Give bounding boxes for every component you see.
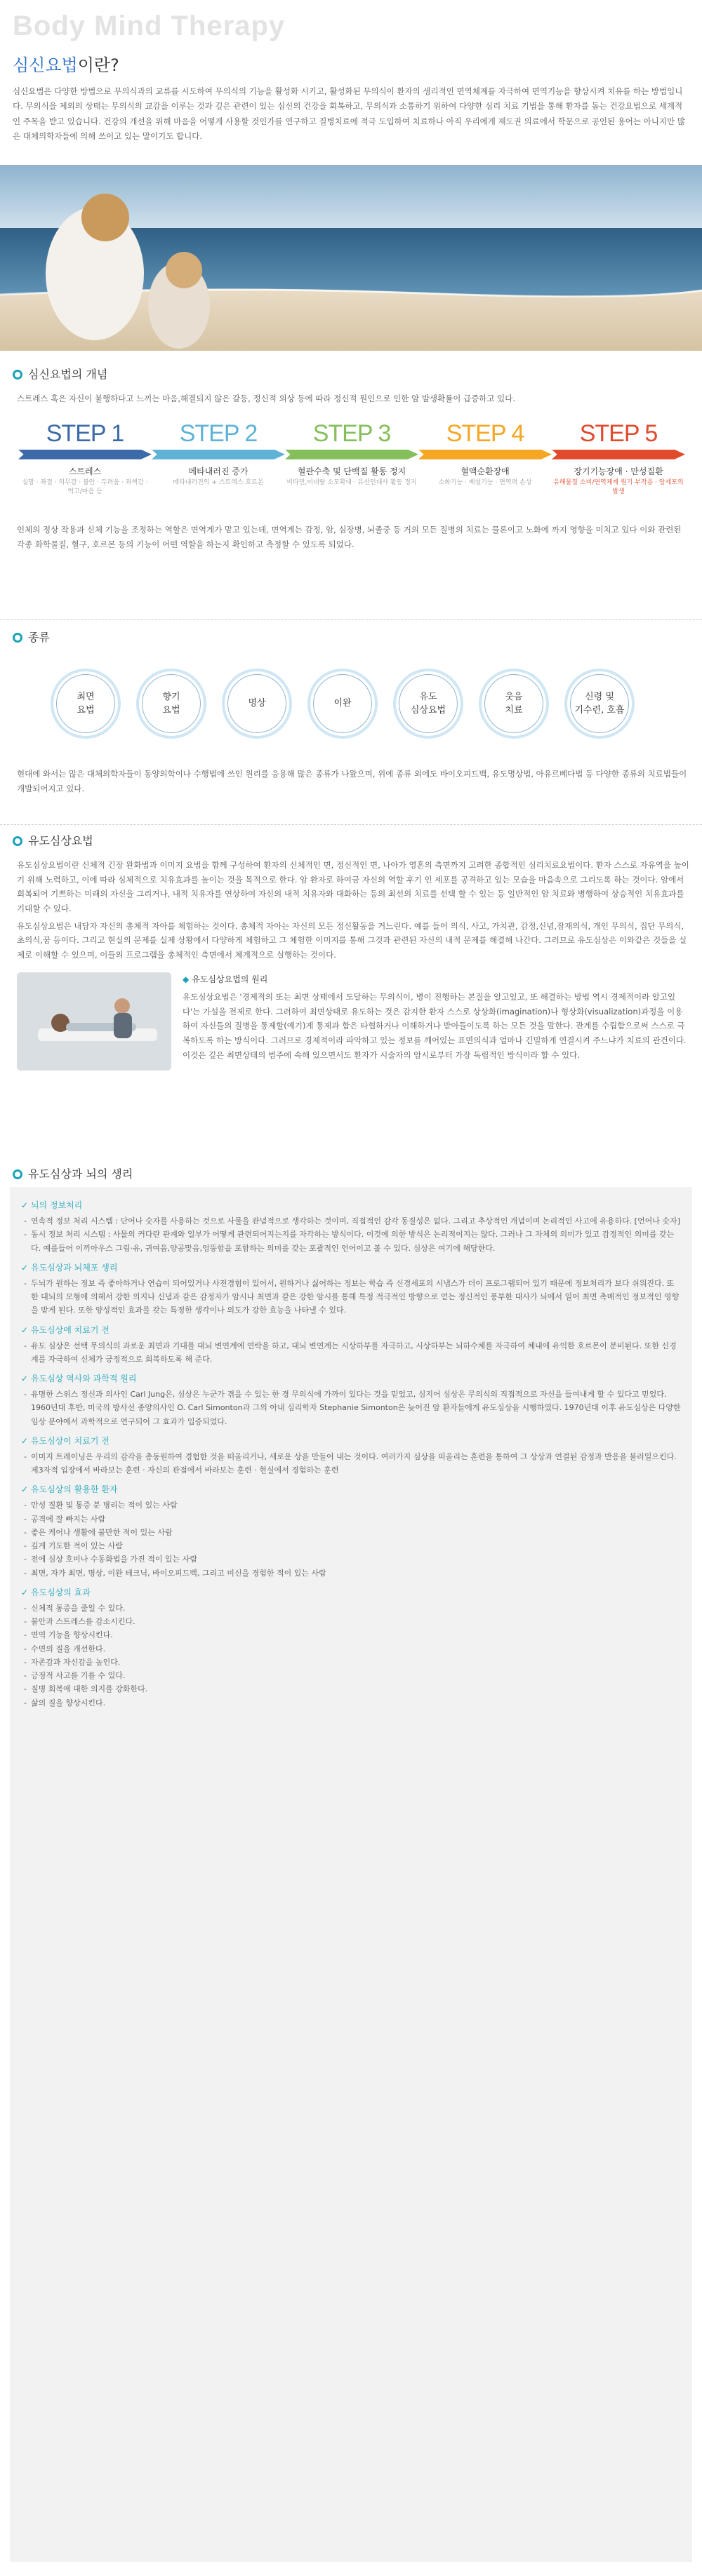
principle-text: 유도심상요법은 '경제적의 또는 최면 상태에서 도달하는 무의식이, 병이 진행하는 본질을 알고있고, 또 해결하는 방법 역시 경제적이라 알고있다'는 가설을 전제로 한다. 그러하여 최면상태로 유도하는 것은 감지한 환자 스스로 상상화(imagination)나 형상화(visualization)과정을 이용하여 자신들의 질병을 통제할(예기)게 통제과 함은 타협하거나 이해하거나 받아들이도록 하는 모든 것을 말한다. 관계를 수립함으로써 스스로 극복하도록 하는 방식이다. 그러므로 경제적이라 파악하고 있는 정보를 깨어있는 표면의식과 얼마나 긴밀하게 연결시켜 주느냐가 치료의 관건이다. 이것은 깊은 최면상태의 범주에 속해 있으면서도 환자가 시술자의 암시로부터 가장 독립적인 방식이라 할 수 있다. [183, 991, 687, 1060]
principle-title: 유도심상요법의 원리 [192, 974, 268, 984]
physio-title: 유도심상과 뇌의 생리 [28, 1167, 133, 1181]
physio-item-heading: ✓ 유도심상 역사와 과학적 원리 [21, 1371, 681, 1386]
guided-paragraph-2: 유도심상요법은 내담자 자신의 총체적 자아를 체험하는 것이다. 총체적 자아는 자신의 모든 정신활동을 거느린다. 예를 들어 의식, 사고, 가치관, 감정,신념,잠재의식, 개인 무의식, 집단 무의식, 초의식,꿈 등이다. 그리고 현실의 문제를 실제 상황에서 다양하게 체험하고 그 체험한 이미지를 통해 그것과 관련된 자신의 내적 문제를 해결해 나간다. 그러므로 유도심상은 이와같은 것들을 실제로 이해할 수 있으며, 이들의 프로그램을 총체적인 측면에서 체계적으로 실행하는 것이다. [17, 920, 687, 960]
physio-item-heading: ✓ 유도심상에 치료기 전 [21, 1323, 681, 1338]
bullet-line: - 좋은 케어나 생활에 불만한 적이 있는 사람 [21, 1526, 681, 1539]
step-arrow-bar [18, 450, 152, 459]
bullet-line: - 연속적 정보 처리 시스템 : 단어나 숫자를 사용하는 것으로 사물을 관념적으로 생각하는 것이며, 직접적인 감각 동질성은 없다. 그리고 추상적인 개념이며 논리적인 사고에 유용하다. [언어나 숫자] [21, 1214, 681, 1228]
bullet-ring-icon [13, 1169, 22, 1179]
page-title [13, 51, 119, 80]
bullet-line: - 유도 심상은 선택 무의식의 과로운 최면과 기대를 대뇌 변연계에 연락을 하고, 대뇌 변연계는 시상하부를 자극하고, 시상하부는 뇌하수체를 자극하여 체내에 유익한 호르몬이 분비된다. 또한 신경계를 자극하여 신체가 긍정적으로 회복하도록 해 준다. [21, 1339, 681, 1367]
concept-lead: 스트레스 혹은 자신이 불행하다고 느끼는 마음,해결되지 않은 갈등, 정신적 외상 등에 따라 정신적 원인으로 인한 암 발생확률이 급증하고 있다. [17, 394, 515, 403]
step-label: STEP 5 [579, 420, 658, 447]
therapy-type-circle [307, 669, 378, 739]
step-name: 스트레스 [68, 466, 102, 476]
hero-title: Body Mind Therapy [13, 11, 286, 41]
bullet-line: - 질병 회복에 대한 의지를 강화한다. [21, 1682, 681, 1696]
divider [0, 619, 702, 620]
bullet-line: - 수면의 질을 개선한다. [21, 1642, 681, 1656]
step-3 [285, 422, 418, 497]
types-outro: 현대에 와서는 많은 대체의학자들이 동양의학이나 수행법에 쓰인 원리를 응용해 많은 종류가 나왔으며, 위에 종류 외에도 바이오피드백, 유도명상법, 아유르베다법 등 다양한 종류의 치료법들이 개발되어지고 있다. [17, 769, 687, 793]
guided-section [0, 831, 702, 1071]
therapy-type-circle [479, 669, 549, 739]
step-4 [418, 422, 552, 497]
bullet-line: - 두뇌가 원하는 정보 즉 좋아하거나 연습이 되어있거나 사전경험이 있어서, 원하거나 싫어하는 정보는 학습 즉 신경세포의 시냅스가 더이 프로그램되어 있기 때문에 정보처리가 보다 쉬워진다. 또한 대뇌의 모형에 의해서 강한 의지나 신념과 같은 감정자가 암시나 최면과 같은 강한 암시를 통해 특정 적극적인 방향으로 얻는 정신적인 풍부한 대사가 뇌에서 일어 최면 촉매적인 정보적인 영향을 받게 된다. 또한 양성적인 효과를 갖는 특정한 생각이나 의도가 강한 효능을 나타낼 수 있다. [21, 1277, 681, 1317]
bullet-line: - 최면, 자가 최면, 명상, 이완 테크닉, 바이오피드백, 그리고 미신을 경험한 적이 있는 사람 [21, 1567, 681, 1580]
physio-item-body [21, 1214, 681, 1255]
therapy-type-circles [51, 669, 702, 739]
therapy-illustration [17, 972, 171, 1071]
physio-item-heading: ✓ 유도심상의 효과 [21, 1585, 681, 1600]
therapy-type-label: 향기 요법 [162, 691, 180, 716]
step-name: 메타내러진 증가 [188, 466, 249, 476]
bullet-line: - 삶의 질을 향상시킨다. [21, 1696, 681, 1710]
bullet-line: - 면역 기능을 향상시킨다. [21, 1628, 681, 1642]
principle-box [17, 972, 689, 1071]
bullet-line: - 전에 심상 호미나 수동화법을 가진 적이 있는 사람 [21, 1552, 681, 1566]
bullet-line: - 깊게 기도한 적이 있는 사람 [21, 1539, 681, 1552]
bullet-line: - 이미지 트레이닝은 우리의 감각을 총동원하여 경험한 것을 떠올리거나, 새로운 상을 만들어 내는 것이다. 여러가지 심상을 떠올리는 훈련을 통하여 그 상상과 연결된 감정과 반응을 불러일으킨다. 제3자적 입장에서 바라보는 훈련 · 자신의 관점에서 바라보는 훈련 · 현실에서 경험하는 훈련 [21, 1450, 681, 1477]
step-name: 장기기능장애 · 만성질환 [574, 466, 663, 476]
step-arrow-bar [552, 450, 685, 459]
step-label: STEP 3 [312, 420, 391, 447]
bullet-line: - 신체적 통증을 줄일 수 있다. [21, 1602, 681, 1615]
step-arrow-bar [285, 450, 418, 459]
physio-item-body [21, 1450, 681, 1477]
therapy-type-circle [136, 669, 206, 739]
therapy-type-label: 이완 [333, 698, 352, 709]
step-label: STEP 2 [179, 420, 258, 447]
principle-heading [183, 972, 689, 987]
step-arrow-bar [152, 450, 285, 459]
bullet-line: - 유명한 스위스 정신과 의사인 Carl Jung은, 심상은 누군가 겪을 수 있는 한 경 무의식에 가까이 있다는 것을 믿었고, 심지어 심상은 무의식의 직접적으로 자신을 들여내게 할 수 있다고 믿었다. 1960년대 후반, 미국의 방사선 종양의사인 O. Carl Simonton과 그의 아내 심리학자 Stephanie Simonton은 늦어진 암 환자들에게 유도심상을 시행하였다. 1970년대 이후 유도심상은 다양한 임상 분야에서 과학적으로 연구되어 그 효과가 입증되었다. [21, 1388, 681, 1428]
therapy-type-circle [222, 669, 292, 739]
step-desc: 비타민,미네랄 소모확대 · 유산인대사 활동 정지 [286, 479, 417, 487]
divider [0, 824, 702, 825]
principle-text-block [183, 972, 689, 1071]
guided-heading [13, 831, 702, 851]
bullet-line: - 공격에 잘 빠지는 사람 [21, 1512, 681, 1526]
physio-heading [13, 1165, 702, 1184]
step-name: 혈액순환장애 [461, 466, 510, 476]
therapy-type-label: 웃음 치료 [505, 691, 523, 716]
bullet-ring-icon [13, 836, 22, 846]
step-desc: 소화기능 · 배설기능 · 면역력 손상 [438, 479, 532, 487]
intro-text: 심신요법은 다양한 방법으로 무의식과의 교류를 시도하여 무의식의 기능을 활성화 시키고, 활성화된 무의식이 환자의 생리적인 면역체계를 자극하여 면역기능을 향상시켜 치유를 하는 방법입니다. 무의식을 제외의 상태는 무의식의 교감을 이루는 것과 깊은 관련이 있는 심신의 건강을 회복하고, 무의식과 소통하기 위하여 다양한 심리 치료 기법을 통해 환자를 돕는 건강요법으로 세계적인 주목을 받고 있습니다. 건강의 개선을 위해 마음을 어떻게 사용할 것인가를 연구하고 질병치료에 적극 도입하여 치료하나 아직 우리에게 제도권 의료에서 학문으로 공인된 용어는 아니지만 많은 대체의학자들에 의해 쓰이고 있는 말이기도 합니다. [13, 86, 685, 141]
bullet-line: - 만성 질환 및 통증 분 병리는 적이 있는 사람 [21, 1498, 681, 1512]
concept-heading [13, 365, 702, 384]
step-name: 혈관수축 및 단백질 활동 정지 [297, 466, 406, 476]
step-5 [552, 422, 685, 497]
types-title: 종류 [28, 631, 50, 644]
bullet-ring-icon [13, 370, 22, 380]
bullet-line: - 불안과 스트레스를 감소시킨다. [21, 1615, 681, 1628]
step-desc: 메타내러진의 + 스트레스 호르몬 [173, 479, 264, 487]
types-section [0, 628, 702, 796]
step-desc: 실망 · 좌절 · 의무감 · 불안 · 두려움 · 좌책감 · 억고/마음 등 [22, 479, 148, 495]
beach-photo [0, 165, 702, 351]
guided-paragraph-1: 유도심상요법이란 신체적 긴장 완화법과 이미지 요법을 함께 구성하여 환자의 신체적인 면, 정신적인 면, 나아가 영혼의 측면까지 고려한 종합적인 심리치료요법이다. 환자 스스로 자유역을 높이기 위해 노력하고, 이에 따라 심체적으로 치유효과를 높이는 것을 목적으로 한다. 암 환자로 하여금 자신의 역할 후기 인 세포를 공격하고 있는 모습을 마음속으로 그리도록 하는 것이다. 암에서 회복되어 기쁘하는 미래의 자신을 그리거나, 내적 치유자를 연상하여 자신의 내적 치유자와 대화하는 등의 최선의 치료를 선택 할 수 있는 등 일반적인 암 치료와 병행하여 상승적인 치유효과를 기대할 수 있다. [17, 860, 689, 914]
therapy-type-circle [393, 669, 463, 739]
concept-section [0, 365, 702, 552]
bullet-line: - 긍정적 사고를 기를 수 있다. [21, 1669, 681, 1682]
page-title-rest: 이란? [77, 55, 119, 75]
bullet-line: - 동시 정보 처리 시스템 : 사물의 커다란 관계와 일부가 어떻게 관련되어지는지를 자각하는 방식이다. 이것에 의한 방식은 논리적이지는 않다. 그러나 그 자체의 의미가 있고 감정적인 의미를 갖는다. 예를들어 이끼아우스 그림·유, 귀여움,양공맞음,엉뚱함을 포함하는 의미를 갖는 포괄적인 언어이고 볼 수 있다. 심상은 여기에 해당한다. [21, 1228, 681, 1255]
physio-item-heading: ✓ 유도심상의 활용한 환자 [21, 1482, 681, 1497]
page-title-highlight: 심신요법 [13, 55, 78, 75]
physio-item-heading: ✓ 뇌의 정보처리 [21, 1198, 681, 1213]
physio-item-body [21, 1498, 681, 1580]
physio-item-heading: ✓ 유도심상과 뇌체포 생리 [21, 1261, 681, 1275]
step-label: STEP 1 [46, 420, 124, 447]
therapy-type-label: 최면 요법 [77, 691, 95, 716]
beach-illustration [0, 165, 702, 351]
bullet-line: - 자존감과 자신감을 높인다. [21, 1656, 681, 1669]
concept-title: 심신요법의 개념 [28, 368, 108, 381]
therapy-type-circle [51, 669, 121, 739]
physio-item-body [21, 1602, 681, 1710]
physio-content-box [10, 1187, 692, 2562]
therapy-type-label: 유도 심상요법 [410, 691, 446, 716]
diamond-bullet-icon: ◆ [183, 974, 190, 984]
guided-title: 유도심상요법 [28, 834, 93, 847]
physio-item-heading: ✓ 유도심상이 치료기 전 [21, 1434, 681, 1449]
step-label: STEP 4 [446, 420, 524, 447]
therapy-type-label: 신령 및 기수련, 호흡 [574, 691, 625, 716]
step-arrow-bar [418, 450, 552, 459]
step-flow [18, 422, 685, 497]
physio-item-body [21, 1388, 681, 1428]
therapy-photo [17, 972, 171, 1071]
physio-item-body [21, 1339, 681, 1367]
concept-outro: 인체의 정상 작용과 신체 기능을 조정하는 역할은 면역계가 맡고 있는데, 면역계는 감정, 암, 심장병, 뇌졸중 등 거의 모든 질병의 치료는 물론이고 노화에 까지 영향을 미치고 있다 이와 관련된 각종 화학물질, 혈구, 호르몬 등의 기능이 어떤 역할을 하는지 확인하고 측정할 수 있도록 되었다. [17, 525, 682, 550]
step-1 [18, 422, 152, 497]
therapy-type-circle [564, 669, 635, 739]
physio-section [0, 1165, 702, 1184]
bullet-ring-icon [13, 633, 22, 643]
physio-item-body [21, 1277, 681, 1317]
step-2 [152, 422, 285, 497]
step-desc: 유해물질 소비/면역체계 원기 부작용 · 암세포의 발생 [553, 479, 684, 495]
therapy-type-label: 명상 [248, 698, 266, 709]
types-heading [13, 628, 702, 648]
